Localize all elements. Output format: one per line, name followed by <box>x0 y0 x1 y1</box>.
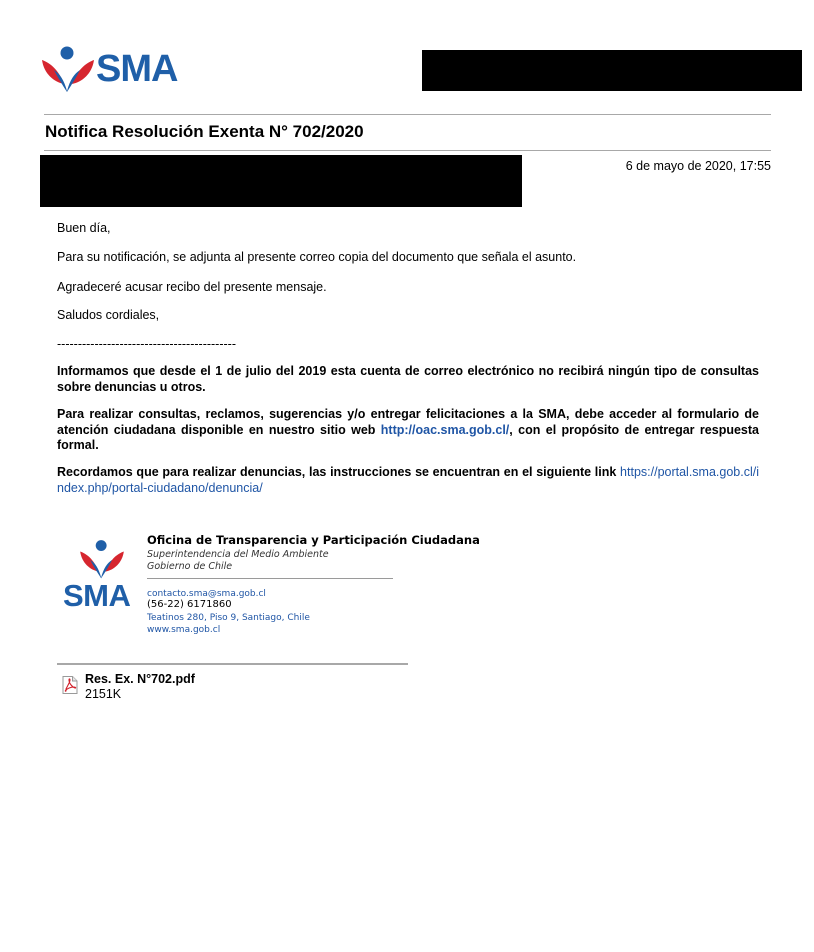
attachment-item[interactable] <box>62 672 262 704</box>
signature-agency: Superintendencia del Medio Ambiente <box>147 549 329 560</box>
signature-website-link[interactable]: www.sma.gob.cl <box>147 625 221 635</box>
notice-contact-form-text-end: , con el propósito de entregar respuesta formal. <box>57 422 759 452</box>
email-date: 6 de mayo de 2020, 17:55 <box>625 159 771 173</box>
email-subject: Notifica Resolución Exenta N° 702/2020 <box>45 122 364 141</box>
signature-divider <box>147 578 393 579</box>
redacted-block-sender <box>40 155 522 207</box>
divider-top <box>44 114 771 115</box>
notice-contact-form-text: Para realizar consultas, reclamos, sugerencias y/o entregar felicitaciones a la SMA, debe acceder al formulario de atención ciudadana disponible en nuestro sitio web <box>57 407 759 437</box>
signature-logo <box>62 538 142 614</box>
complaint-portal-link[interactable]: https://portal.sma.gob.cl/index.php/portal-ciudadano/denuncia/ <box>57 465 759 495</box>
paragraph-acknowledge: Agradeceré acusar recibo del presente mensaje. <box>57 280 327 294</box>
signature-government: Gobierno de Chile <box>147 561 233 572</box>
pdf-file-icon <box>62 676 78 694</box>
greeting: Buen día, <box>57 221 111 235</box>
sma-logo <box>40 44 190 94</box>
notice-complaints-link <box>57 465 759 496</box>
attachment-size: 2151K <box>85 687 122 701</box>
divider-subject <box>44 150 771 151</box>
attachment-divider <box>57 663 408 665</box>
signature-email-link[interactable]: contacto.sma@sma.gob.cl <box>147 589 266 599</box>
signature-office: Oficina de Transparencia y Participación Ciudadana <box>147 533 480 547</box>
signature-address: Teatinos 280, Piso 9, Santiago, Chile <box>147 613 310 623</box>
logo-text: SMA <box>96 48 178 90</box>
sma-logo-icon <box>77 538 127 580</box>
notice-contact-form <box>57 407 759 454</box>
redacted-block-header <box>422 50 802 91</box>
oac-link[interactable]: http://oac.sma.gob.cl/ <box>380 422 510 437</box>
signature-logo-text: SMA <box>63 578 131 613</box>
separator-line: ------------------------------------------- <box>57 337 236 351</box>
sma-logo-icon <box>40 44 96 94</box>
paragraph-notification: Para su notificación, se adjunta al presente correo copia del documento que señala el asunto. <box>57 250 577 264</box>
notice-no-complaints: Informamos que desde el 1 de julio del 2019 esta cuenta de correo electrónico no recibirá ningún tipo de consultas sobre denuncias u otros. <box>57 364 759 394</box>
signature-phone: (56-22) 6171860 <box>147 599 232 610</box>
attachment-name[interactable]: Res. Ex. N°702.pdf <box>85 672 195 686</box>
paragraph-regards: Saludos cordiales, <box>57 308 160 322</box>
notice-complaints-text: Recordamos que para realizar denuncias, las instrucciones se encuentran en el siguiente link <box>57 465 621 479</box>
